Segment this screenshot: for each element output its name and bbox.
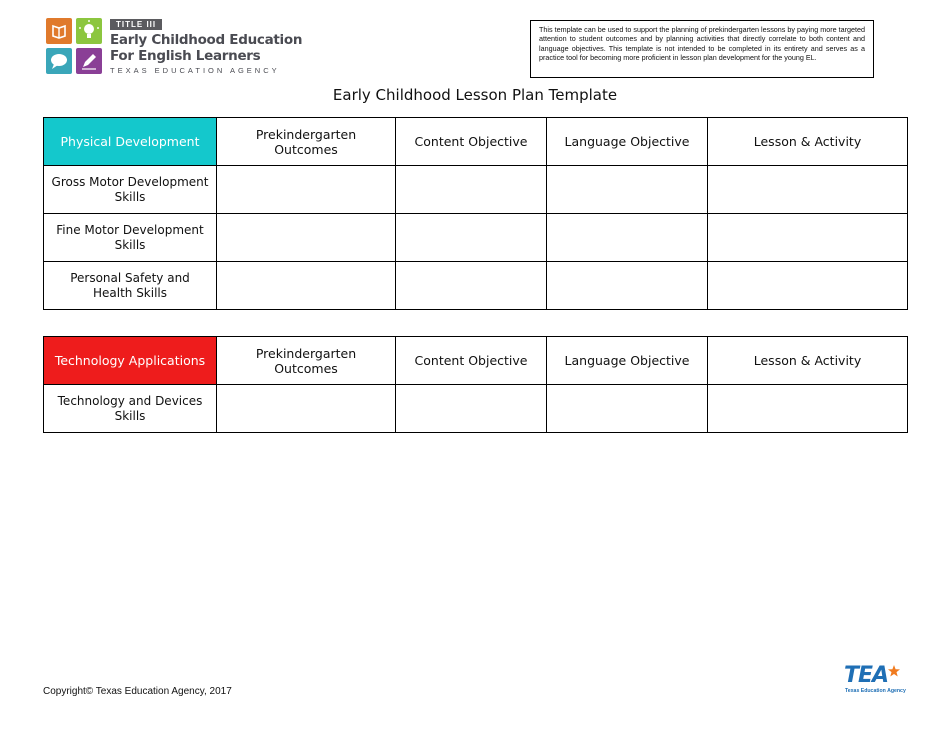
lesson-activity-cell[interactable]	[708, 262, 908, 310]
outcomes-cell[interactable]	[217, 262, 396, 310]
table-row	[44, 385, 908, 433]
subject-header-physical-development: Physical Development	[44, 118, 217, 166]
table-header-row	[44, 118, 908, 166]
copyright-text: Copyright© Texas Education Agency, 2017	[43, 686, 232, 697]
content-objective-cell[interactable]	[396, 214, 547, 262]
skill-label: Fine Motor Development Skills	[44, 214, 217, 262]
logo-title-line2: For English Learners	[110, 48, 261, 64]
title-iii-logo	[46, 18, 303, 78]
content-objective-cell[interactable]	[396, 385, 547, 433]
lesson-activity-cell[interactable]	[708, 214, 908, 262]
content-objective-cell[interactable]	[396, 262, 547, 310]
language-objective-cell[interactable]	[547, 166, 708, 214]
star-icon	[888, 665, 900, 677]
technology-applications-table	[43, 336, 908, 433]
column-header-outcomes: Prekindergarten Outcomes	[217, 337, 396, 385]
column-header-outcomes: Prekindergarten Outcomes	[217, 118, 396, 166]
column-header-content-objective: Content Objective	[396, 118, 547, 166]
subject-header-technology-applications: Technology Applications	[44, 337, 217, 385]
tea-logo	[844, 664, 904, 698]
column-header-lesson-activity: Lesson & Activity	[708, 118, 908, 166]
content-objective-cell[interactable]	[396, 166, 547, 214]
template-notice: This template can be used to support the planning of prekindergarten lessons by paying more targeted attention to student outcomes and by planning activities that directly correlate to both content and language objectives. This template is not intended to be completed in its entirety and serves as a practice tool for becoming more proficient in lesson plan development for the young EL.	[530, 20, 874, 78]
column-header-lesson-activity: Lesson & Activity	[708, 337, 908, 385]
outcomes-cell[interactable]	[217, 385, 396, 433]
tea-subtitle: Texas Education Agency	[845, 688, 906, 694]
language-objective-cell[interactable]	[547, 385, 708, 433]
table-header-row	[44, 337, 908, 385]
table-row	[44, 214, 908, 262]
book-icon	[46, 18, 72, 44]
skill-label: Personal Safety and Health Skills	[44, 262, 217, 310]
logo-tiles	[46, 18, 102, 74]
lesson-activity-cell[interactable]	[708, 166, 908, 214]
lightbulb-icon	[76, 18, 102, 44]
title-badge: TITLE III	[110, 19, 162, 30]
column-header-language-objective: Language Objective	[547, 337, 708, 385]
column-header-language-objective: Language Objective	[547, 118, 708, 166]
skill-label: Gross Motor Development Skills	[44, 166, 217, 214]
column-header-content-objective: Content Objective	[396, 337, 547, 385]
skill-label: Technology and Devices Skills	[44, 385, 217, 433]
outcomes-cell[interactable]	[217, 214, 396, 262]
language-objective-cell[interactable]	[547, 214, 708, 262]
language-objective-cell[interactable]	[547, 262, 708, 310]
logo-title-line1: Early Childhood Education	[110, 32, 303, 48]
outcomes-cell[interactable]	[217, 166, 396, 214]
speech-bubble-icon	[46, 48, 72, 74]
page-title: Early Childhood Lesson Plan Template	[332, 86, 618, 104]
physical-development-table	[43, 117, 908, 310]
table-row	[44, 262, 908, 310]
pencil-icon	[76, 48, 102, 74]
tea-wordmark: TEA	[844, 663, 889, 688]
logo-agency: TEXAS EDUCATION AGENCY	[110, 66, 280, 75]
table-row	[44, 166, 908, 214]
lesson-activity-cell[interactable]	[708, 385, 908, 433]
